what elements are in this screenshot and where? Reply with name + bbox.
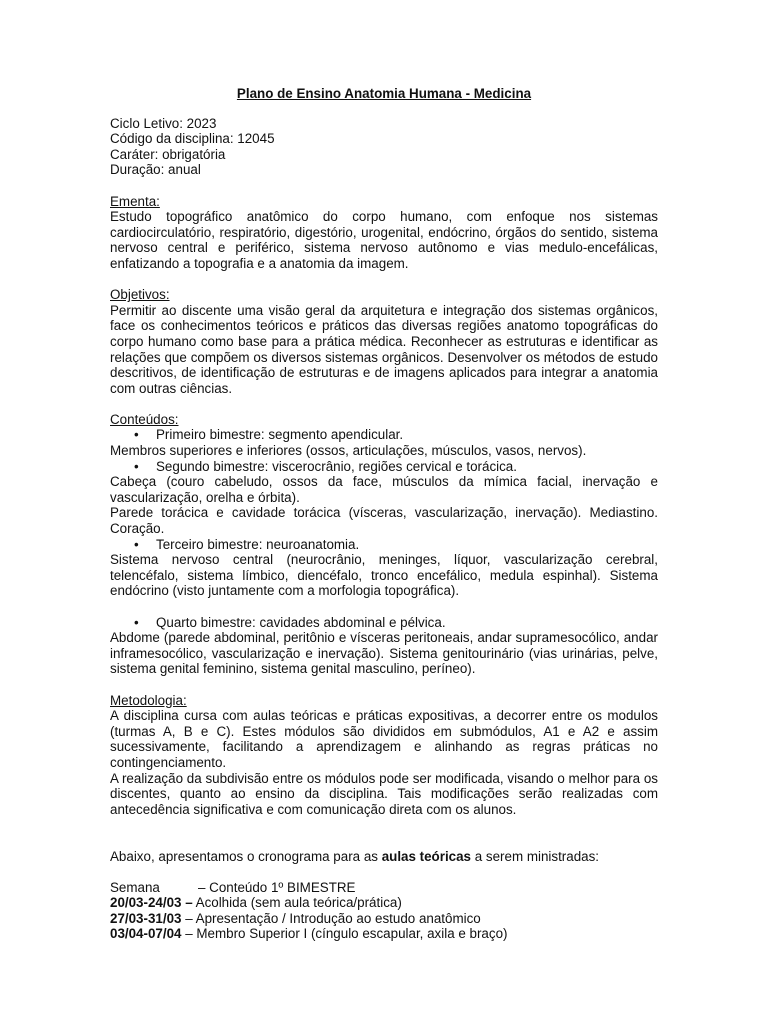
cronograma-row-dates: 03/04-07/04 bbox=[110, 926, 182, 942]
document-title: Plano de Ensino Anatomia Humana - Medicina bbox=[236, 86, 532, 101]
cronograma-intro bbox=[110, 849, 658, 865]
metodologia-heading: Metodologia: bbox=[110, 692, 187, 708]
bimestre-4-text: Abdome (parede abdominal, peritônio e vísceras peritoneais, andar supramesocólico, andar inframesocólico, vascularização e inervação). Sistema genitourinário (vias urinárias, pelve, sistema genital feminino, sistema genital masculino, períneo). bbox=[110, 630, 658, 677]
bimestre-1-text: Membros superiores e inferiores (ossos, articulações, músculos, vasos, nervos). bbox=[110, 443, 587, 459]
bimestre-2-bullet: • Segundo bimestre: viscerocrânio, regiões cervical e torácica. bbox=[110, 459, 658, 475]
bimestre-2-text-torax: Parede torácica e cavidade torácica (vísceras, vascularização, inervação). Mediastino. Coração. bbox=[110, 505, 658, 537]
cronograma-row-dates: 20/03-24/03 – bbox=[110, 895, 193, 911]
cronograma-row-text: – Membro Superior I (cíngulo escapular, axila e braço) bbox=[181, 926, 508, 942]
bimestre-3-text: Sistema nervoso central (neurocrânio, meninges, líquor, vascularização cerebral, telencéfalo, sistema límbico, diencéfalo, tronco encefálico, medula espinhal). Sistema endócrino (visto juntamente com a morfologia topográfica). bbox=[110, 552, 658, 599]
meta-block bbox=[110, 116, 658, 178]
bimestre-list-3 bbox=[110, 537, 658, 553]
meta-codigo-disciplina: Código da disciplina: 12045 bbox=[110, 131, 275, 147]
bimestre-list-2 bbox=[110, 459, 658, 475]
ementa-text: Estudo topográfico anatômico do corpo humano, com enfoque nos sistemas cardiocirculatório, respiratório, digestório, urogenital, endócrino, órgãos do sentido, sistema nervoso central e periférico, sistema nervoso autônomo e vias medulo-encefálicas, enfatizando a topografia e a anatomia da imagem. bbox=[110, 209, 658, 271]
bimestre-list-1 bbox=[110, 427, 658, 443]
conteudos-heading: Conteúdos: bbox=[110, 411, 179, 427]
cronograma-header-semana: Semana bbox=[110, 879, 160, 895]
cronograma-intro-before: Abaixo, apresentamos o cronograma para as bbox=[110, 848, 382, 864]
cronograma-header-conteudo: – Conteúdo 1º BIMESTRE bbox=[198, 879, 356, 895]
cronograma-intro-bold: aulas teóricas bbox=[381, 848, 472, 864]
conteudos-section bbox=[110, 412, 658, 677]
meta-ciclo-letivo: Ciclo Letivo: 2023 bbox=[110, 115, 217, 131]
cronograma-row bbox=[110, 895, 658, 911]
cronograma-section bbox=[110, 849, 658, 943]
metodologia-section bbox=[110, 693, 658, 818]
bimestre-2-text-cabeca: Cabeça (couro cabeludo, ossos da face, músculos da mímica facial, inervação e vascularização, orelha e órbita). bbox=[110, 474, 658, 505]
objetivos-heading: Objetivos: bbox=[110, 287, 170, 303]
cronograma-row bbox=[110, 911, 658, 927]
cronograma-row-dates: 27/03-31/03 bbox=[110, 910, 182, 926]
document-content bbox=[110, 86, 658, 942]
bimestre-4-bullet: • Quarto bimestre: cavidades abdominal e pélvica. bbox=[110, 615, 658, 631]
cronograma-row-text: Acolhida (sem aula teórica/prática) bbox=[192, 895, 402, 911]
objetivos-section bbox=[110, 287, 658, 396]
meta-duracao: Duração: anual bbox=[110, 162, 201, 178]
bimestre-1-bullet: • Primeiro bimestre: segmento apendicular. bbox=[110, 427, 658, 443]
metodologia-text-2: A realização da subdivisão entre os módulos pode ser modificada, visando o melhor para os discentes, quanto ao ensino da disciplina. Tais modificações serão realizadas com antecedência significativa e com comunicação direta com os alunos. bbox=[110, 770, 658, 817]
bimestre-list-4 bbox=[110, 615, 658, 631]
cronograma-intro-after: a serem ministradas: bbox=[471, 848, 600, 864]
bimestre-3-bullet: • Terceiro bimestre: neuroanatomia. bbox=[110, 537, 658, 553]
metodologia-text-1: A disciplina cursa com aulas teóricas e práticas expositivas, a decorrer entre os modulos (turmas A, B e C). Estes módulos são divididos em submódulos, A1 e A2 e assim sucessivamente, facilitando a aprendizagem e alinhando as regras práticas no contingenciamento. bbox=[110, 708, 658, 770]
meta-carater: Caráter: obrigatória bbox=[110, 146, 226, 162]
cronograma-header-row bbox=[110, 880, 658, 896]
objetivos-text: Permitir ao discente uma visão geral da arquitetura e integração dos sistemas orgânicos, face os conhecimentos teóricos e práticos das diversas regiões anatomo topográficas do corpo humano como base para a prática médica. Reconhecer as estruturas e identificar as relações que compõem os diversos sistemas orgânicos. Desenvolver os métodos de estudo descritivos, de identificação de estruturas e de imagens aplicados para integrar a anatomia com outras ciências. bbox=[110, 302, 658, 396]
ementa-heading: Ementa: bbox=[110, 193, 160, 209]
cronograma-row-text: – Apresentação / Introdução ao estudo anatômico bbox=[181, 910, 481, 926]
ementa-section bbox=[110, 194, 658, 272]
cronograma-row bbox=[110, 926, 658, 942]
